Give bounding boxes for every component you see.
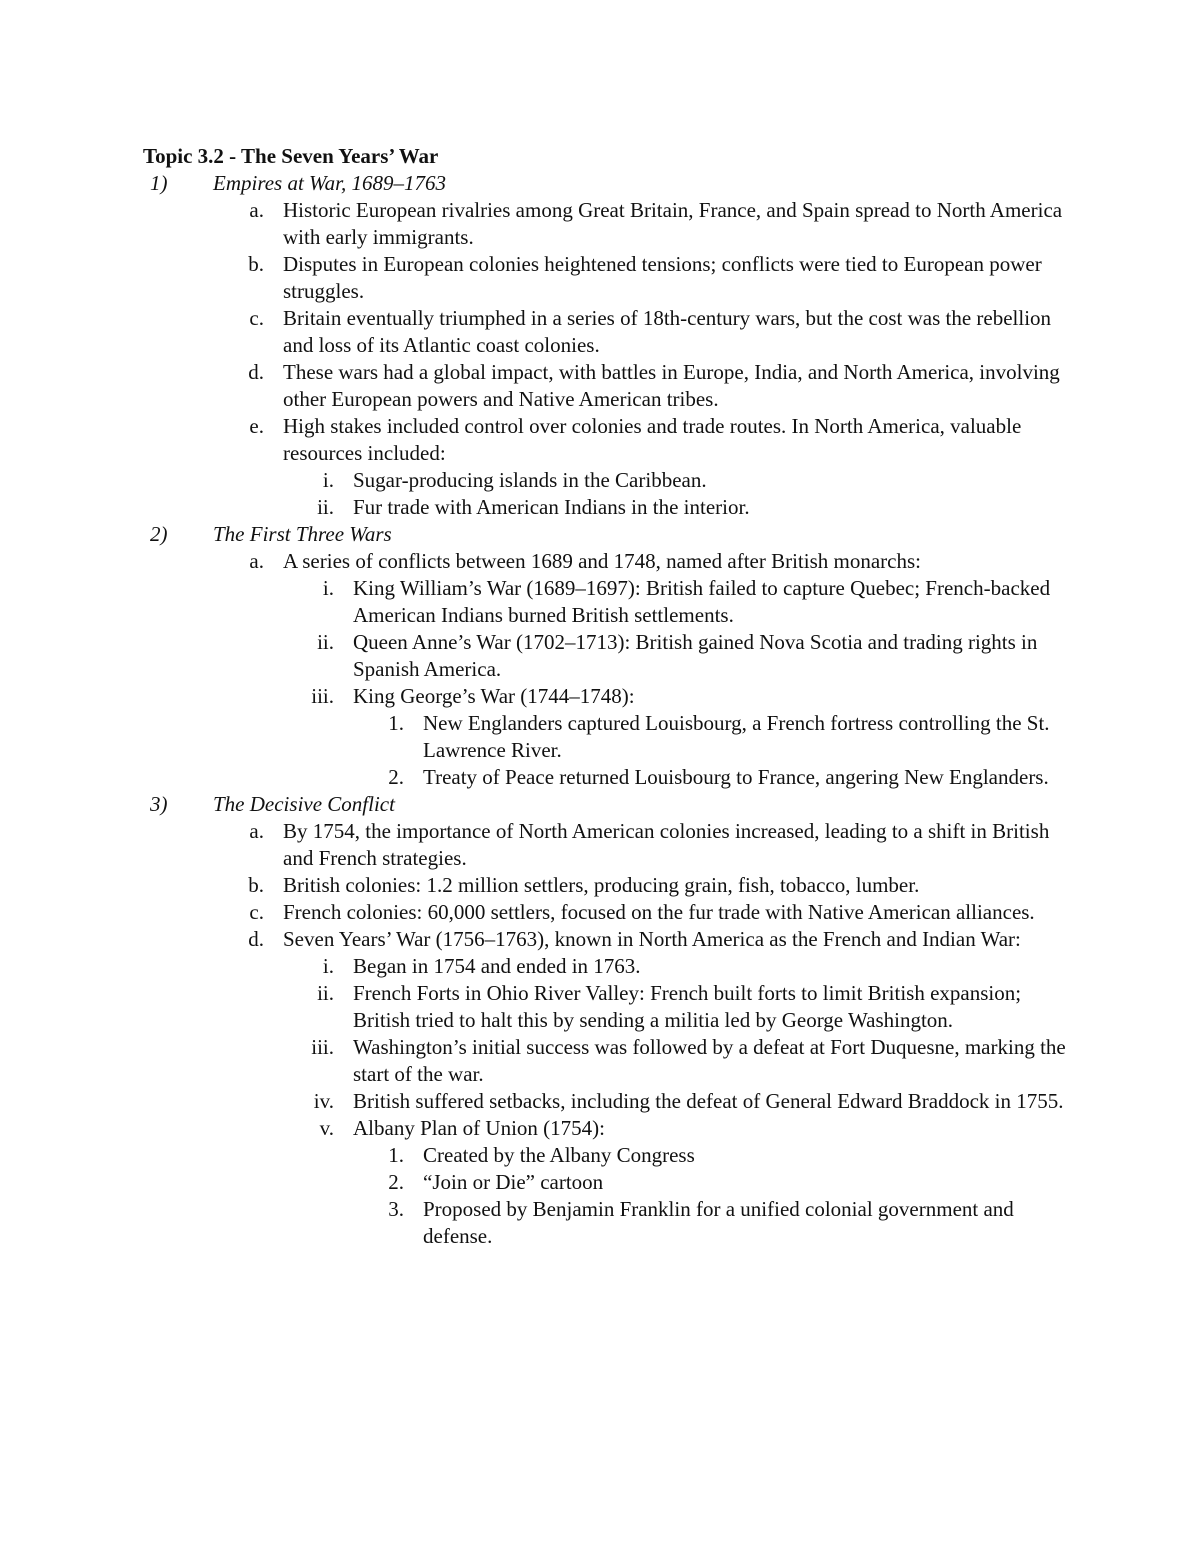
- list-marker: 2.: [388, 1170, 404, 1194]
- list-marker: 2.: [388, 765, 404, 789]
- list-item: [0, 1142, 1200, 1169]
- list-marker: ii.: [317, 981, 334, 1005]
- list-marker: iv.: [313, 1089, 334, 1113]
- list-item: [0, 1088, 1200, 1115]
- list-marker: b.: [248, 252, 264, 276]
- list-item-text: The Decisive Conflict: [213, 792, 395, 816]
- list-marker: c.: [249, 900, 264, 924]
- list-marker: 3): [150, 792, 168, 816]
- list-item-text: Treaty of Peace returned Louisbourg to France, angering New Englanders.: [423, 765, 1049, 789]
- list-item: [0, 305, 1200, 359]
- list-item: [0, 872, 1200, 899]
- list-item: [0, 1196, 1200, 1250]
- list-item-text: The First Three Wars: [213, 522, 392, 546]
- list-item: [0, 413, 1200, 467]
- list-item-text: Albany Plan of Union (1754):: [353, 1116, 605, 1140]
- list-item-text: “Join or Die” cartoon: [423, 1170, 604, 1194]
- list-item: [0, 494, 1200, 521]
- list-item-text: A series of conflicts between 1689 and 1748, named after British monarchs:: [283, 549, 921, 573]
- outline: [0, 170, 1200, 1250]
- list-marker: 1): [150, 171, 168, 195]
- list-item-text: Britain eventually triumphed in a series of 18th-century wars, but the cost was the rebellion and loss of its Atlantic coast colonies.: [283, 306, 1052, 357]
- list-item-text: King George’s War (1744–1748):: [353, 684, 635, 708]
- list-item: [0, 1034, 1200, 1088]
- list-item: [0, 1169, 1200, 1196]
- list-item: [0, 764, 1200, 791]
- list-item: [0, 899, 1200, 926]
- list-marker: c.: [249, 306, 264, 330]
- list-item: [0, 926, 1200, 953]
- list-item-text: French colonies: 60,000 settlers, focused on the fur trade with Native American alliances.: [283, 900, 1035, 924]
- list-item-text: Historic European rivalries among Great Britain, France, and Spain spread to North America with early immigrants.: [283, 198, 1063, 249]
- list-marker: b.: [248, 873, 264, 897]
- list-item-text: High stakes included control over colonies and trade routes. In North America, valuable resources included:: [283, 414, 1022, 465]
- page-title: Topic 3.2 - The Seven Years’ War: [143, 144, 439, 168]
- list-item-text: Created by the Albany Congress: [423, 1143, 695, 1167]
- list-item-text: Sugar-producing islands in the Caribbean.: [353, 468, 707, 492]
- list-marker: iii.: [311, 684, 334, 708]
- list-item: [0, 818, 1200, 872]
- list-marker: ii.: [317, 495, 334, 519]
- list-item: [0, 548, 1200, 575]
- list-marker: v.: [319, 1116, 334, 1140]
- list-marker: ii.: [317, 630, 334, 654]
- list-item: [0, 1115, 1200, 1142]
- list-marker: iii.: [311, 1035, 334, 1059]
- list-item-text: Queen Anne’s War (1702–1713): British gained Nova Scotia and trading rights in Spanish America.: [353, 630, 1038, 681]
- list-item-text: Disputes in European colonies heightened tensions; conflicts were tied to European power struggles.: [283, 252, 1042, 303]
- list-item-text: British suffered setbacks, including the defeat of General Edward Braddock in 1755.: [353, 1089, 1064, 1113]
- list-item: [0, 467, 1200, 494]
- list-item-text: New Englanders captured Louisbourg, a French fortress controlling the St. Lawrence River.: [423, 711, 1050, 762]
- list-marker: i.: [322, 468, 334, 492]
- list-item: [0, 197, 1200, 251]
- list-marker: i.: [322, 954, 334, 978]
- list-marker: a.: [249, 819, 264, 843]
- list-item-text: Began in 1754 and ended in 1763.: [353, 954, 641, 978]
- section-heading: [0, 791, 1200, 818]
- list-marker: 3.: [388, 1197, 404, 1221]
- list-item: [0, 251, 1200, 305]
- section-heading: [0, 170, 1200, 197]
- list-item: [0, 683, 1200, 710]
- list-item-text: Washington’s initial success was followed by a defeat at Fort Duquesne, marking the start of the war.: [353, 1035, 1066, 1086]
- list-item: [0, 629, 1200, 683]
- list-marker: i.: [322, 576, 334, 600]
- list-item: [0, 980, 1200, 1034]
- list-marker: d.: [248, 927, 264, 951]
- list-marker: 1.: [388, 1143, 404, 1167]
- list-item: [0, 359, 1200, 413]
- list-item-text: By 1754, the importance of North American colonies increased, leading to a shift in British and French strategies.: [283, 819, 1050, 870]
- list-item-text: These wars had a global impact, with battles in Europe, India, and North America, involving other European powers and Native American tribes.: [283, 360, 1060, 411]
- list-item: [0, 953, 1200, 980]
- list-item-text: Empires at War, 1689–1763: [213, 171, 446, 195]
- list-marker: e.: [249, 414, 264, 438]
- list-item-text: Proposed by Benjamin Franklin for a unified colonial government and defense.: [423, 1197, 1014, 1248]
- list-item-text: Fur trade with American Indians in the interior.: [353, 495, 750, 519]
- list-item-text: British colonies: 1.2 million settlers, producing grain, fish, tobacco, lumber.: [283, 873, 920, 897]
- list-item-text: French Forts in Ohio River Valley: French built forts to limit British expansion; British tried to halt this by sending a militia led by George Washington.: [353, 981, 1022, 1032]
- list-item: [0, 710, 1200, 764]
- section-heading: [0, 521, 1200, 548]
- list-marker: 1.: [388, 711, 404, 735]
- list-marker: d.: [248, 360, 264, 384]
- list-item-text: Seven Years’ War (1756–1763), known in North America as the French and Indian War:: [283, 927, 1021, 951]
- list-marker: a.: [249, 549, 264, 573]
- list-marker: 2): [150, 522, 168, 546]
- list-item-text: King William’s War (1689–1697): British failed to capture Quebec; French-backed American Indians burned British settlements.: [353, 576, 1051, 627]
- list-item: [0, 575, 1200, 629]
- list-marker: a.: [249, 198, 264, 222]
